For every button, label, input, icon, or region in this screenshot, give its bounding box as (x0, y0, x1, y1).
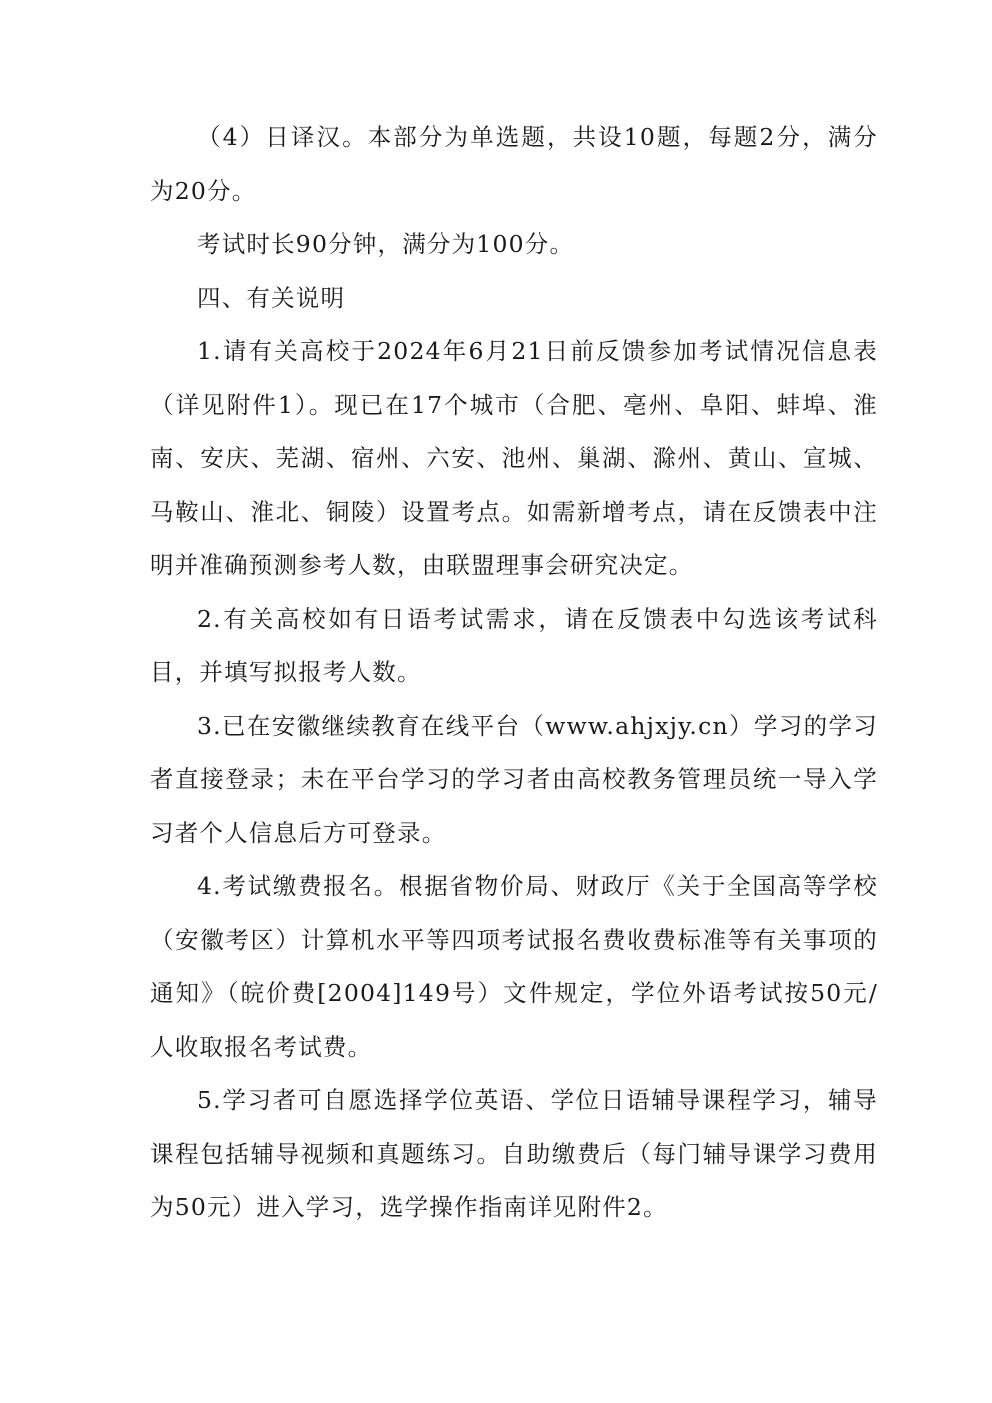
section-heading-notes: 四、有关说明 (197, 283, 346, 312)
document-body (150, 111, 878, 1235)
paragraph-note-1: 1.请有关高校于2024年6月21日前反馈参加考试情况信息表（详见附件1）。现已在17个城市（合肥、亳州、阜阳、蚌埠、淮南、安庆、芜湖、宿州、六安、池州、巢湖、滁州、黄山、宣城、马鞍山、淮北、铜陵）设置考点。如需新增考点，请在反馈表中注明并准确预测参考人数，由联盟理事会研究决定。 (150, 337, 878, 579)
paragraph-note-4: 4.考试缴费报名。根据省物价局、财政厅《关于全国高等学校（安徽考区）计算机水平等四项考试报名费收费标准等有关事项的通知》（皖价费[2004]149号）文件规定，学位外语考试按50元/人收取报名考试费。 (150, 872, 878, 1061)
paragraph-note-5: 5.学习者可自愿选择学位英语、学位日语辅导课程学习，辅导课程包括辅导视频和真题练习。自助缴费后（每门辅导课学习费用为50元）进入学习，选学操作指南详见附件2。 (150, 1086, 878, 1221)
paragraph-japanese-translation: （4）日译汉。本部分为单选题，共设10题，每题2分，满分为20分。 (150, 123, 878, 205)
paragraph-exam-duration: 考试时长90分钟，满分为100分。 (197, 230, 575, 258)
paragraph-note-3: 3.已在安徽继续教育在线平台（www.ahjxjy.cn）学习的学习者直接登录；未在平台学习的学习者由高校教务管理员统一导入学习者个人信息后方可登录。 (150, 711, 878, 847)
paragraph-note-2: 2.有关高校如有日语考试需求，请在反馈表中勾选该考试科目，并填写拟报考人数。 (150, 604, 878, 686)
